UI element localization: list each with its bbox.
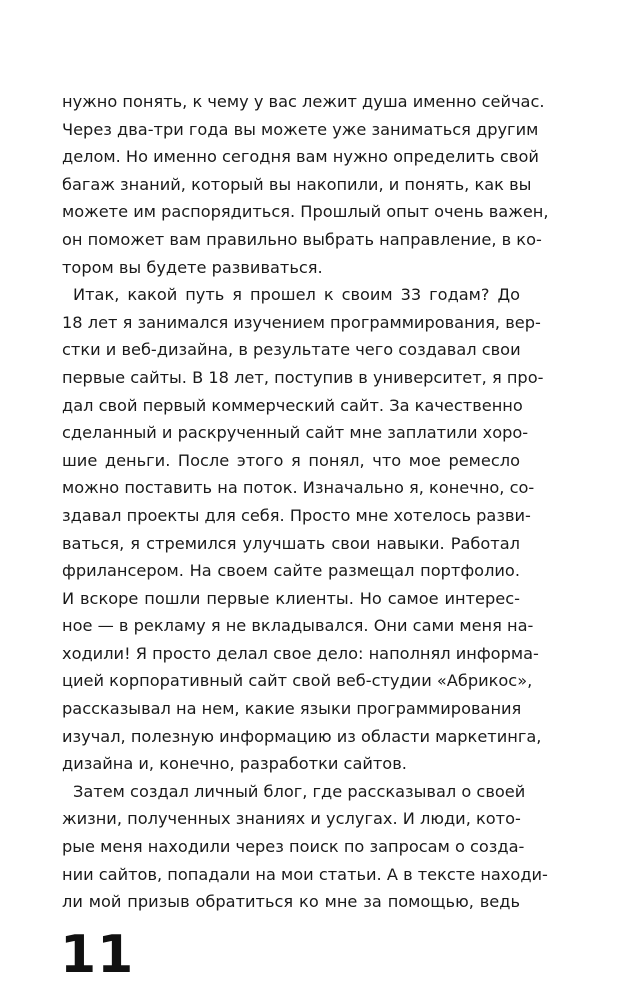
- text-line: изучал, полезную информацию из области маркетинга,: [62, 726, 542, 746]
- text-line: можете им распорядиться. Прошлый опыт очень важен,: [62, 202, 549, 222]
- text-line: Итак, какой путь я прошел к своим 33 годам? До: [73, 285, 520, 305]
- text-line: нии сайтов, попадали на мои статьи. А в тексте находи-: [62, 864, 548, 884]
- text-line: багаж знаний, который вы накопили, и понять, как вы: [62, 174, 532, 194]
- text-line: он поможет вам правильно выбрать направление, в ко-: [62, 229, 542, 249]
- paragraph-1: [62, 88, 549, 281]
- text-line: Через два-три года вы можете уже заниматься другим: [62, 119, 539, 139]
- text-line: ли мой призыв обратиться ко мне за помощью, ведь: [62, 892, 520, 912]
- text-line: рые меня находили через поиск по запросам о созда-: [62, 837, 525, 857]
- text-line: жизни, полученных знаниях и услугах. И люди, кото-: [62, 809, 521, 829]
- text-line: ходили! Я просто делал свое дело: наполнял информа-: [62, 643, 539, 663]
- text-line: Затем создал личный блог, где рассказывал о своей: [73, 781, 526, 801]
- text-line: можно поставить на поток. Изначально я, конечно, со-: [62, 478, 535, 498]
- text-line: И вскоре пошли первые клиенты. Но самое интерес-: [62, 588, 520, 608]
- text-line: ное — в рекламу я не вкладывался. Они сами меня на-: [62, 616, 534, 636]
- text-line: нужно понять, к чему у вас лежит душа именно сейчас.: [62, 92, 545, 111]
- paragraph-3: [62, 778, 548, 916]
- text-line: ваться, я стремился улучшать свои навыки. Работал: [62, 533, 520, 553]
- text-line: тором вы будете развиваться.: [62, 257, 323, 277]
- page-number: 11: [60, 925, 135, 985]
- text-line: стки и веб-дизайна, в результате чего создавал свои: [62, 340, 521, 360]
- text-line: цией корпоративный сайт свой веб-студии «Абрикос»,: [62, 671, 533, 691]
- paragraph-2: [62, 281, 544, 778]
- text-line: первые сайты. В 18 лет, поступив в университет, я про-: [62, 367, 544, 387]
- text-line: рассказывал на нем, какие языки программирования: [62, 699, 522, 719]
- text-line: 18 лет я занимался изучением программирования, вер-: [62, 312, 541, 332]
- text-line: сделанный и раскрученный сайт мне заплатили хоро-: [62, 423, 529, 443]
- text-line: здавал проекты для себя. Просто мне хотелось разви-: [62, 505, 531, 525]
- text-line: фрилансером. На своем сайте размещал портфолио.: [62, 561, 520, 581]
- text-line: дал свой первый коммерческий сайт. За качественно: [62, 395, 523, 415]
- text-line: дизайна и, конечно, разработки сайтов.: [62, 754, 407, 774]
- body-text: [62, 88, 549, 916]
- text-line: делом. Но именно сегодня вам нужно определить свой: [62, 147, 539, 167]
- text-line: шие деньги. После этого я понял, что мое ремесло: [62, 450, 520, 470]
